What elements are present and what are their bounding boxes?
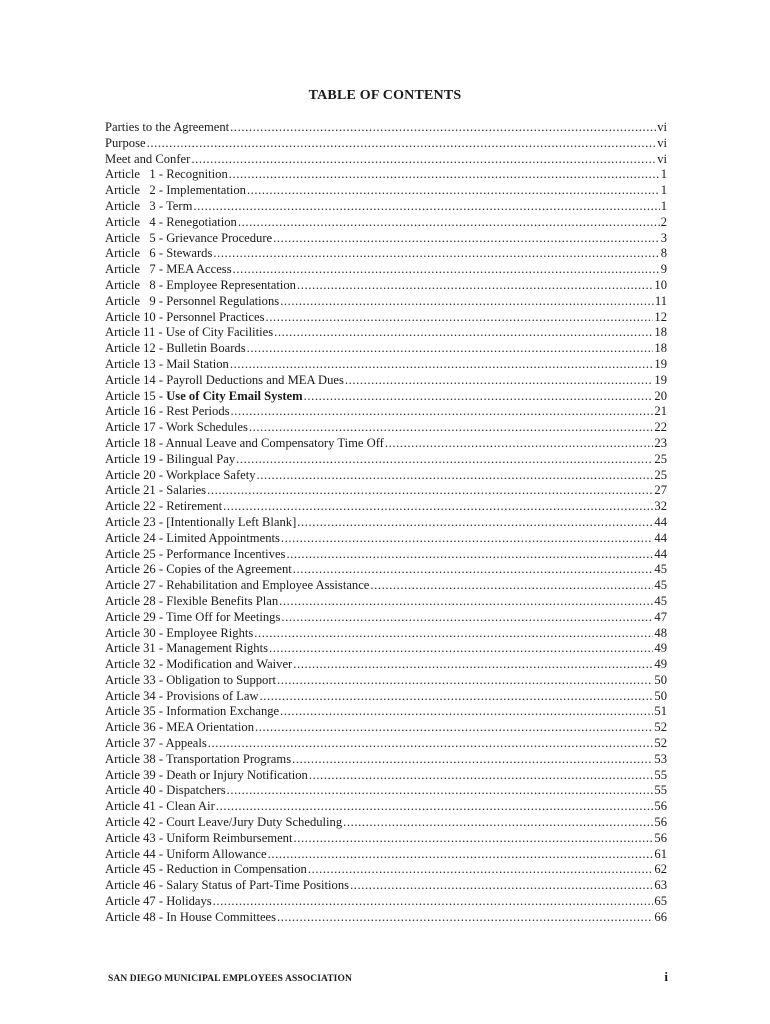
toc-entry[interactable] (105, 452, 667, 468)
toc-entry-page: 44 (654, 546, 667, 561)
dot-leader (268, 847, 654, 863)
toc-entry[interactable] (105, 341, 667, 357)
toc-entry[interactable] (105, 515, 667, 531)
toc-entry[interactable] (105, 357, 667, 373)
toc-entry-title: Article 24 - Limited Appointments (105, 530, 280, 545)
dot-leader (236, 452, 653, 468)
toc-entry-title: Article 20 - Workplace Safety (105, 467, 256, 482)
toc-entry-title: Article 5 - Grievance Procedure (105, 230, 273, 245)
page-footer (108, 969, 668, 985)
dot-leader (207, 483, 653, 499)
dot-leader (343, 815, 653, 831)
toc-entry[interactable] (105, 657, 667, 673)
toc-entry-page: 56 (654, 815, 667, 830)
toc-entry[interactable] (105, 736, 667, 752)
toc-entry-title: Article 47 - Holidays (105, 894, 212, 909)
toc-entry-title: Article 34 - Provisions of Law (105, 688, 259, 703)
toc-entry[interactable] (105, 183, 667, 199)
toc-entry[interactable] (105, 373, 667, 389)
dot-leader (277, 910, 653, 926)
dot-leader (255, 720, 653, 736)
toc-entry-page: 12 (654, 309, 667, 324)
toc-entry[interactable] (105, 167, 667, 183)
toc-entry[interactable] (105, 641, 667, 657)
toc-entry[interactable] (105, 499, 667, 515)
toc-entry-page: 49 (654, 641, 667, 656)
dot-leader (223, 499, 653, 515)
dot-leader (227, 783, 654, 799)
dot-leader (233, 262, 660, 278)
toc-entry[interactable] (105, 768, 667, 784)
toc-entry-page: 66 (654, 909, 667, 924)
footer-page-number: i (664, 969, 668, 984)
toc-entry-title: Article 15 - Use of City Email System (105, 388, 303, 403)
dot-leader (308, 862, 654, 878)
toc-entry-page: 27 (654, 483, 667, 498)
dot-leader (231, 404, 654, 420)
toc-entry-title: Article 27 - Rehabilitation and Employee Assistance (105, 578, 370, 593)
dot-leader (257, 468, 654, 484)
toc-entry-page: 55 (654, 767, 667, 782)
toc-entry-page: 8 (660, 246, 667, 261)
dot-leader (277, 673, 653, 689)
toc-entry[interactable] (105, 894, 667, 910)
dot-leader (292, 752, 653, 768)
dot-leader (293, 831, 653, 847)
toc-entry-title-bold: Use of City Email System (166, 388, 303, 403)
toc-entry[interactable] (105, 389, 667, 405)
toc-entry-title: Article 40 - Dispatchers (105, 783, 226, 798)
toc-entry-page: 21 (654, 404, 667, 419)
toc-entry-title: Article 41 - Clean Air (105, 799, 215, 814)
toc-entry[interactable] (105, 610, 667, 626)
toc-entry[interactable] (105, 278, 667, 294)
toc-entry-title: Article 16 - Rest Periods (105, 404, 230, 419)
dot-leader (249, 420, 654, 436)
toc-entry-title: Article 46 - Salary Status of Part-Time Positions (105, 878, 350, 893)
toc-entry-page: 10 (654, 277, 667, 292)
toc-entry-page: 53 (654, 751, 667, 766)
dot-leader (260, 689, 654, 705)
toc-entry-page: 23 (654, 435, 667, 450)
dot-leader (370, 578, 653, 594)
toc-entry-title: Article 1 - Recognition (105, 167, 228, 182)
toc-entry[interactable] (105, 152, 667, 168)
toc-entry[interactable] (105, 120, 667, 136)
dot-leader (208, 736, 654, 752)
dot-leader (286, 547, 653, 563)
toc-entry[interactable] (105, 436, 667, 452)
toc-entry-page: 22 (654, 420, 667, 435)
dot-leader (350, 878, 653, 894)
toc-entry-page: 44 (654, 514, 667, 529)
toc-entry-page: 32 (654, 499, 667, 514)
toc-entry-title: Article 37 - Appeals (105, 736, 207, 751)
dot-leader (247, 183, 660, 199)
toc-entry-title: Article 35 - Information Exchange (105, 704, 280, 719)
toc-entry[interactable] (105, 420, 667, 436)
toc-entry[interactable] (105, 594, 667, 610)
toc-entry-title: Article 32 - Modification and Waiver (105, 657, 293, 672)
toc-entry-title: Article 10 - Personnel Practices (105, 309, 265, 324)
toc-entry[interactable] (105, 231, 667, 247)
toc-entry[interactable] (105, 483, 667, 499)
toc-entry-page: 50 (654, 672, 667, 687)
dot-leader (280, 704, 653, 720)
toc-entry-page: 45 (654, 593, 667, 608)
dot-leader (193, 199, 659, 215)
dot-leader (293, 657, 653, 673)
dot-leader (281, 610, 653, 626)
toc-entry[interactable] (105, 704, 667, 720)
toc-entry[interactable] (105, 752, 667, 768)
dot-leader (254, 626, 653, 642)
dot-leader (213, 246, 659, 262)
toc-entry-page: 25 (654, 467, 667, 482)
dot-leader (280, 294, 654, 310)
toc-entry-page: 49 (654, 657, 667, 672)
toc-entry-title: Article 19 - Bilingual Pay (105, 451, 236, 466)
dot-leader (293, 562, 654, 578)
dot-leader (273, 231, 660, 247)
dot-leader (265, 310, 653, 326)
toc-entry-page: 62 (654, 862, 667, 877)
toc-entry[interactable] (105, 878, 667, 894)
toc-entry[interactable] (105, 815, 667, 831)
toc-entry[interactable] (105, 562, 667, 578)
toc-entry-title: Article 9 - Personnel Regulations (105, 293, 280, 308)
toc-entry-page: 51 (654, 704, 667, 719)
toc-entry-page: 63 (654, 878, 667, 893)
toc-entry[interactable] (105, 847, 667, 863)
toc-entry-title: Article 44 - Uniform Allowance (105, 846, 267, 861)
toc-entry-page: 2 (660, 214, 667, 229)
toc-entry-page: 3 (660, 230, 667, 245)
toc-entry-title: Article 18 - Annual Leave and Compensatory Time Off (105, 435, 384, 450)
dot-leader (229, 167, 660, 183)
page-title: TABLE OF CONTENTS (308, 88, 462, 103)
toc-entry-page: 11 (654, 293, 667, 308)
toc-entry[interactable] (105, 325, 667, 341)
dot-leader (213, 894, 654, 910)
toc-entry-title: Article 25 - Performance Incentives (105, 546, 286, 561)
footer-organization: SAN DIEGO MUNICIPAL EMPLOYEES ASSOCIATION (108, 974, 352, 984)
toc-entry-title: Article 30 - Employee Rights (105, 625, 254, 640)
toc-entry-title: Article 23 - [Intentionally Left Blank] (105, 514, 297, 529)
toc-entry[interactable] (105, 720, 667, 736)
toc-entry-title: Article 7 - MEA Access (105, 262, 232, 277)
dot-leader (216, 799, 654, 815)
toc-entry-title: Article 17 - Work Schedules (105, 420, 248, 435)
toc-entry-page: 1 (660, 167, 667, 182)
toc-entry[interactable] (105, 199, 667, 215)
toc-entry-title: Article 31 - Management Rights (105, 641, 268, 656)
toc-entry-title: Article 39 - Death or Injury Notification (105, 767, 308, 782)
toc-entry-page: vi (657, 151, 667, 166)
toc-entry-title: Meet and Confer (105, 151, 191, 166)
toc-entry-page: 45 (654, 562, 667, 577)
toc-entry-title: Article 26 - Copies of the Agreement (105, 562, 292, 577)
toc-entry-page: 56 (654, 799, 667, 814)
dot-leader (304, 389, 654, 405)
toc-entry-title: Article 21 - Salaries (105, 483, 207, 498)
toc-list (105, 120, 667, 926)
toc-entry-title: Article 48 - In House Committees (105, 909, 277, 924)
toc-entry[interactable] (105, 862, 667, 878)
dot-leader (385, 436, 654, 452)
toc-entry-page: 55 (654, 783, 667, 798)
toc-entry-title: Purpose (105, 135, 146, 150)
dot-leader (147, 136, 657, 152)
toc-entry-title: Article 3 - Term (105, 198, 193, 213)
toc-entry-title: Parties to the Agreement (105, 120, 230, 134)
toc-entry-title: Article 22 - Retirement (105, 499, 223, 514)
dot-leader (281, 531, 654, 547)
toc-entry[interactable] (105, 215, 667, 231)
dot-leader (297, 278, 653, 294)
toc-entry[interactable] (105, 673, 667, 689)
toc-entry-title: Article 2 - Implementation (105, 183, 246, 198)
dot-leader (345, 373, 654, 389)
toc-entry-page: 19 (654, 372, 667, 387)
toc-entry[interactable] (105, 404, 667, 420)
toc-entry[interactable] (105, 136, 667, 152)
toc-entry[interactable] (105, 626, 667, 642)
toc-entry-title: Article 28 - Flexible Benefits Plan (105, 593, 279, 608)
toc-entry-page: 52 (654, 736, 667, 751)
toc-entry-page: 18 (654, 341, 667, 356)
toc-entry-title: Article 36 - MEA Orientation (105, 720, 254, 735)
toc-entry[interactable] (105, 246, 667, 262)
toc-entry[interactable] (105, 547, 667, 563)
toc-entry-page: 45 (654, 578, 667, 593)
toc-entry-page: 61 (654, 846, 667, 861)
toc-entry-title: Article 38 - Transportation Programs (105, 751, 292, 766)
toc-entry-title: Article 13 - Mail Station (105, 356, 229, 371)
toc-entry-title: Article 45 - Reduction in Compensation (105, 862, 307, 877)
dot-leader (274, 325, 653, 341)
toc-entry-page: 20 (654, 388, 667, 403)
toc-entry-page: vi (657, 135, 667, 150)
dot-leader (309, 768, 654, 784)
toc-entry[interactable] (105, 531, 667, 547)
toc-entry-page: 19 (654, 356, 667, 371)
dot-leader (238, 215, 660, 231)
toc-entry-title: Article 14 - Payroll Deductions and MEA Dues (105, 372, 344, 387)
toc-entry-title: Article 29 - Time Off for Meetings (105, 609, 281, 624)
dot-leader (279, 594, 653, 610)
toc-entry-title: Article 4 - Renegotiation (105, 214, 237, 229)
toc-entry-page: 25 (654, 451, 667, 466)
toc-entry-page: 18 (654, 325, 667, 340)
toc-entry-page: 50 (654, 688, 667, 703)
toc-entry[interactable] (105, 783, 667, 799)
toc-entry-title: Article 12 - Bulletin Boards (105, 341, 246, 356)
dot-leader (230, 357, 654, 373)
toc-entry[interactable] (105, 689, 667, 705)
toc-entry[interactable] (105, 910, 667, 926)
toc-entry-page: vi (657, 120, 667, 134)
dot-leader (269, 641, 653, 657)
toc-entry-title: Article 11 - Use of City Facilities (105, 325, 274, 340)
toc-entry-page: 48 (654, 625, 667, 640)
toc-entry[interactable] (105, 831, 667, 847)
dot-leader (297, 515, 653, 531)
toc-entry-title: Article 8 - Employee Representation (105, 277, 296, 292)
toc-entry[interactable] (105, 294, 667, 310)
toc-entry-title: Article 43 - Uniform Reimbursement (105, 830, 293, 845)
toc-entry-title: Article 33 - Obligation to Support (105, 672, 277, 687)
toc-entry-title: Article 6 - Stewards (105, 246, 213, 261)
toc-entry[interactable] (105, 262, 667, 278)
toc-entry[interactable] (105, 578, 667, 594)
toc-entry-page: 1 (660, 183, 667, 198)
toc-entry[interactable] (105, 799, 667, 815)
toc-entry[interactable] (105, 468, 667, 484)
toc-entry-page: 9 (660, 262, 667, 277)
toc-entry[interactable] (105, 310, 667, 326)
toc-entry-page: 44 (654, 530, 667, 545)
toc-entry-page: 47 (654, 609, 667, 624)
toc-entry-page: 65 (654, 894, 667, 909)
dot-leader (191, 152, 656, 168)
dot-leader (230, 120, 656, 136)
toc-entry-page: 56 (654, 830, 667, 845)
toc-entry-title: Article 42 - Court Leave/Jury Duty Scheduling (105, 815, 343, 830)
toc-entry-page: 1 (660, 198, 667, 213)
dot-leader (247, 341, 654, 357)
toc-entry-page: 52 (654, 720, 667, 735)
